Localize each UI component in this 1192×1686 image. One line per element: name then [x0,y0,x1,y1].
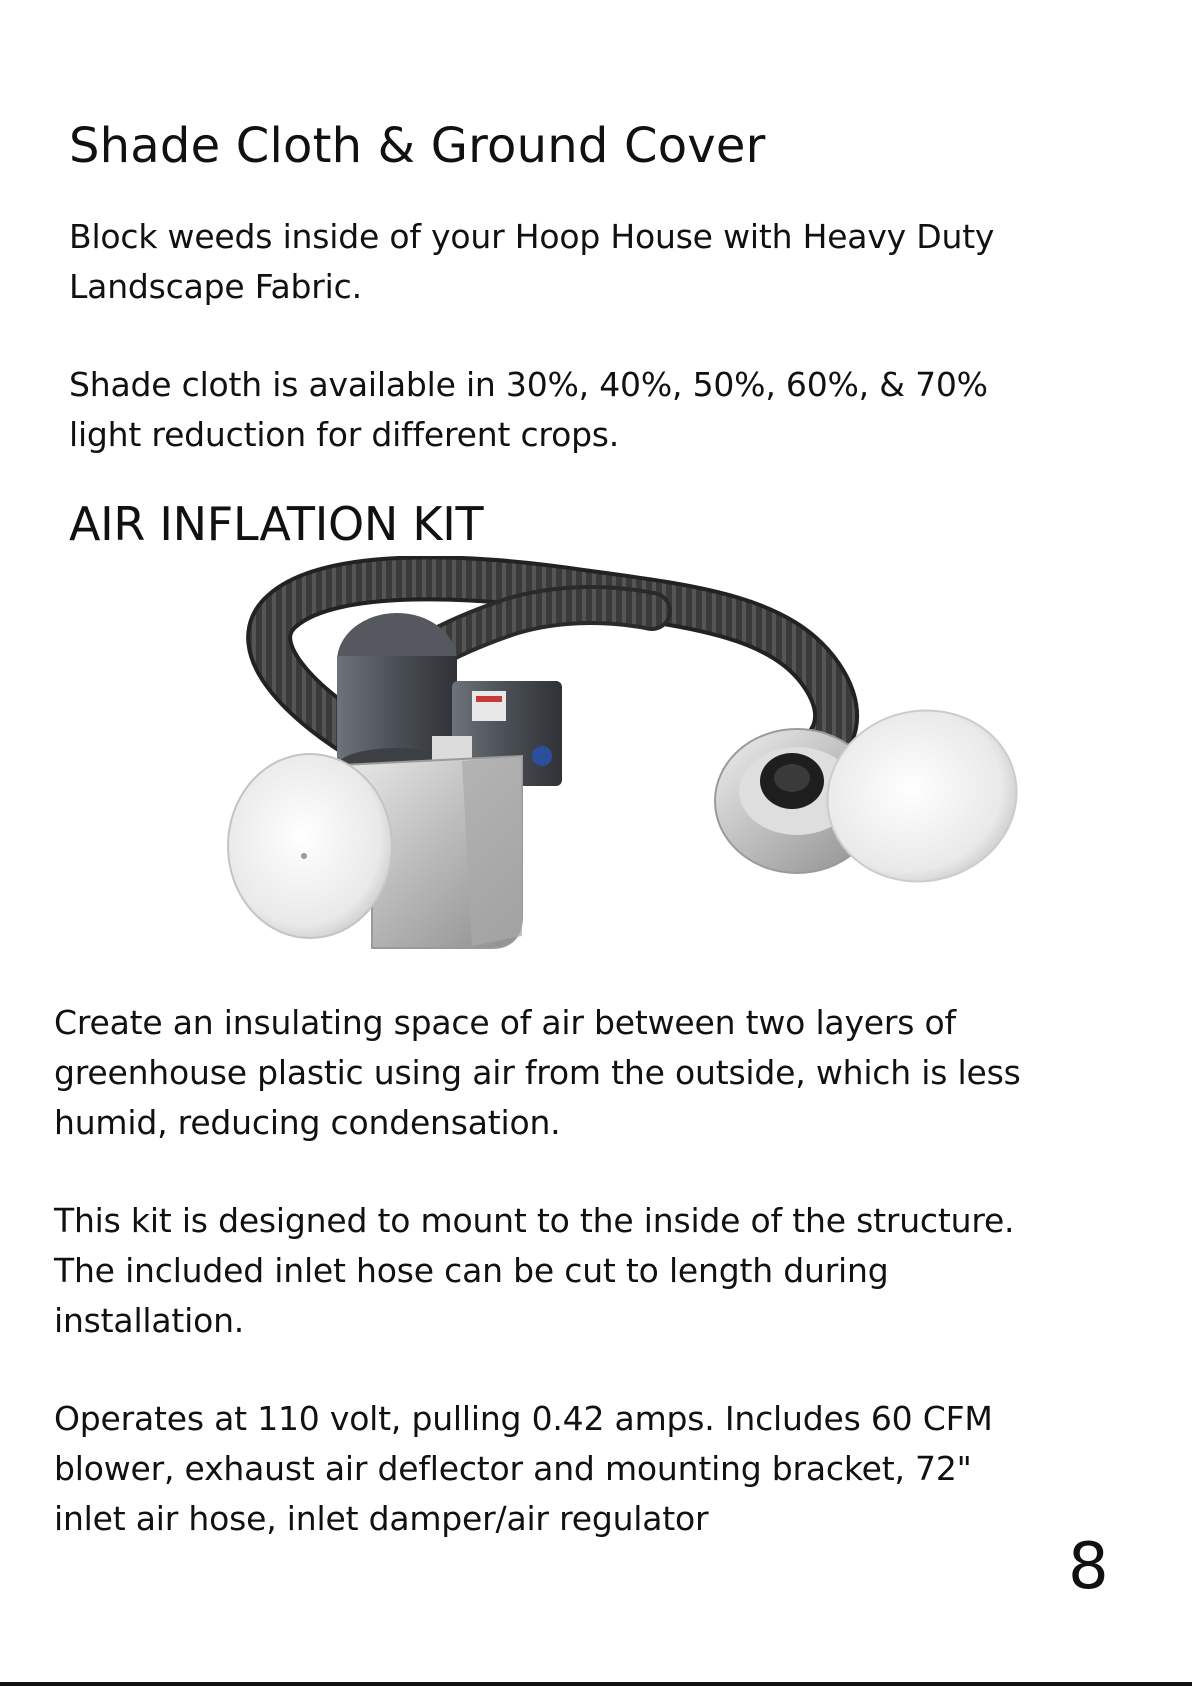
text-line: Block weeds inside of your Hoop House with Heavy Duty [69,217,995,256]
text-line: light reduction for different crops. [69,415,620,454]
text-line: Shade cloth is available in 30%, 40%, 50%, 60%, & 70% [69,365,988,404]
text-line: greenhouse plastic using air from the outside, which is less [54,1053,1021,1092]
text-line: installation. [54,1301,245,1340]
exhaust-deflector-icon [228,754,392,938]
bottom-border [0,1682,1192,1686]
mounting-paragraph [54,1196,1154,1346]
section-heading-air-inflation-kit: AIR INFLATION KIT [69,497,484,551]
specifications-paragraph [54,1394,1154,1544]
text-line: This kit is designed to mount to the inside of the structure. [54,1201,1015,1240]
text-line: blower, exhaust air deflector and mounting bracket, 72" [54,1449,972,1488]
text-line: Create an insulating space of air between two layers of [54,1003,956,1042]
inlet-damper-icon [715,693,1033,899]
text-line: The included inlet hose can be cut to length during [54,1251,889,1290]
text-line: inlet air hose, inlet damper/air regulator [54,1499,709,1538]
shade-cloth-paragraph [69,360,1129,460]
text-line: Landscape Fabric. [69,267,362,306]
text-line: Operates at 110 volt, pulling 0.42 amps. Includes 60 CFM [54,1399,993,1438]
page-number: 8 [1068,1530,1109,1604]
air-insulation-paragraph [54,998,1154,1148]
text-line: humid, reducing condensation. [54,1103,561,1142]
landscape-fabric-paragraph [69,212,1129,312]
air-inflation-kit-image [222,556,1052,988]
section-heading-shade-cloth: Shade Cloth & Ground Cover [69,118,766,174]
